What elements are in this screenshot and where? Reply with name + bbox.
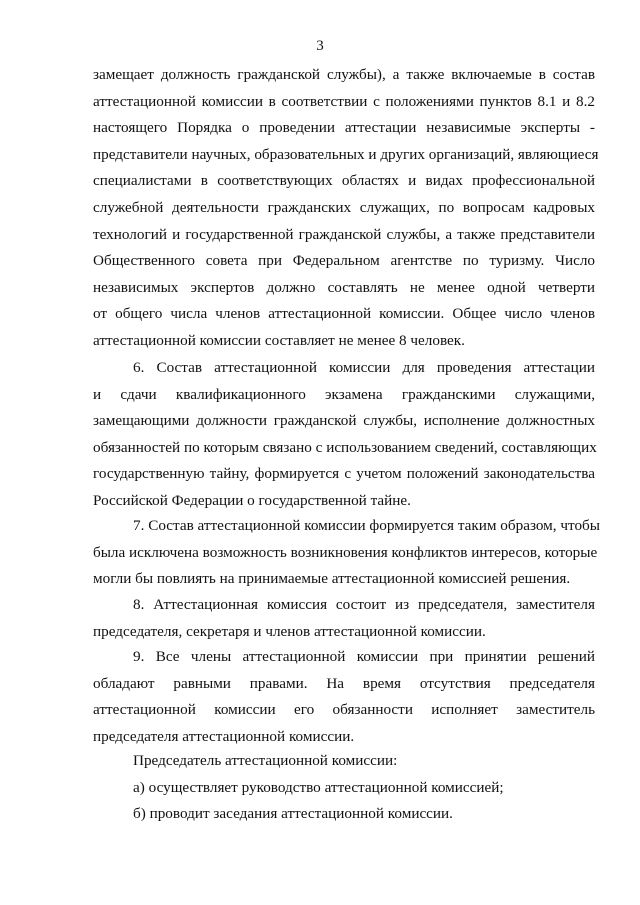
paragraph-9 xyxy=(93,644,595,750)
text-line: б) проводит заседания аттестационной комиссии. xyxy=(133,805,453,823)
text-line: настоящего Порядка о проведении аттестации независимые эксперты - xyxy=(93,119,595,137)
text-line: замещает должность гражданской службы), а также включаемые в состав xyxy=(93,66,595,83)
chairman-duties xyxy=(93,748,595,828)
paragraph-7 xyxy=(93,513,600,593)
text-line: была исключена возможность возникновения конфликтов интересов, которые xyxy=(93,543,598,561)
paragraph-6 xyxy=(93,355,595,515)
text-line: обязанностей по которым связано с использованием сведений, составляющих xyxy=(93,438,597,456)
text-line: независимых экспертов должно составлять не менее одной четверти xyxy=(93,278,595,296)
text-line: технологий и государственной гражданской службы, а также представители xyxy=(93,225,595,243)
text-line: аттестационной комиссии его обязанности исполняет заместитель xyxy=(93,701,595,719)
text-line: аттестационной комиссии составляет не менее 8 человек. xyxy=(93,331,465,349)
text-line: служебной деятельности гражданских служащих, по вопросам кадровых xyxy=(93,198,595,216)
text-line: председателя, секретаря и членов аттестационной комиссии. xyxy=(93,622,486,640)
text-line: аттестационной комиссии в соответствии с положениями пунктов 8.1 и 8.2 xyxy=(93,92,595,110)
text-line: Российской Федерации о государственной тайне. xyxy=(93,491,411,509)
text-line: и сдачи квалификационного экзамена гражданскими служащими, xyxy=(93,385,595,403)
text-line: 9. Все члены аттестационной комиссии при принятии решений xyxy=(133,648,595,665)
text-line: государственную тайну, формируется с учетом положений законодательства xyxy=(93,465,595,483)
text-line: Председатель аттестационной комиссии: xyxy=(133,752,398,769)
paragraph-continuation xyxy=(93,62,599,355)
text-line: специалистами в соответствующих областях и видах профессиональной xyxy=(93,172,595,190)
text-line: обладают равными правами. На время отсутствия председателя xyxy=(93,674,595,692)
text-line: могли бы повлиять на принимаемые аттестационной комиссией решения. xyxy=(93,570,571,588)
text-line: а) осуществляет руководство аттестационной комиссией; xyxy=(133,778,504,796)
page-number: 3 xyxy=(316,38,324,54)
paragraph-8 xyxy=(93,592,595,645)
text-line: 6. Состав аттестационной комиссии для проведения аттестации xyxy=(133,359,595,376)
text-line: от общего числа членов аттестационной комиссии. Общее число членов xyxy=(93,305,595,323)
text-line: Общественного совета при Федеральном агентстве по туризму. Число xyxy=(93,252,595,270)
text-line: 8. Аттестационная комиссия состоит из председателя, заместителя xyxy=(133,596,595,613)
text-line: представители научных, образовательных и других организаций, являющиеся xyxy=(93,145,599,163)
text-line: замещающими должности гражданской службы, исполнение должностных xyxy=(93,412,595,430)
text-line: 7. Состав аттестационной комиссии формируется таким образом, чтобы xyxy=(133,517,600,534)
text-line: председателя аттестационной комиссии. xyxy=(93,727,355,745)
